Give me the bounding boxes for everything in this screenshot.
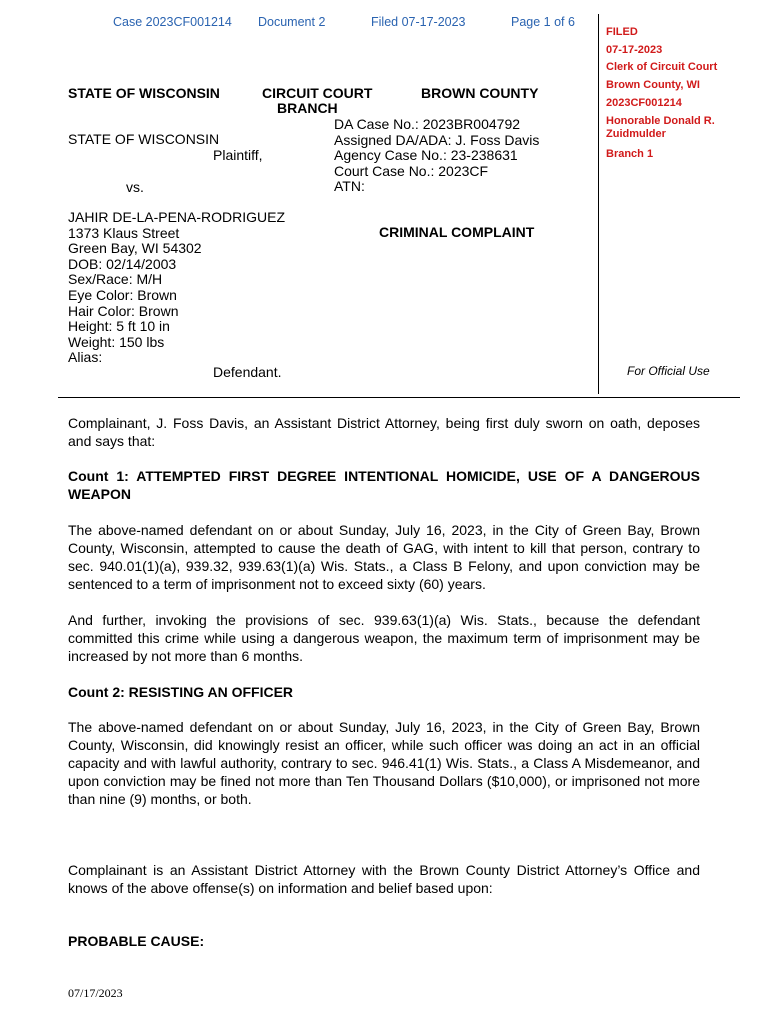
stamp-line: FILED	[606, 26, 638, 38]
case-info-line: Agency Case No.: 23-238631	[334, 147, 518, 164]
footer-date: 07/17/2023	[68, 986, 123, 1000]
header-page: Page 1 of 6	[511, 15, 575, 29]
stamp-line: Branch 1	[606, 147, 654, 160]
probable-cause-heading: PROBABLE CAUSE:	[68, 933, 205, 949]
count1-heading: Count 1: ATTEMPTED FIRST DEGREE INTENTIONAL HOMICIDE, USE OF A DANGEROUS WEAPON	[68, 468, 700, 502]
caption-county: BROWN COUNTY	[421, 85, 539, 101]
defendant-line: Weight: 150 lbs	[68, 333, 165, 350]
versus: vs.	[126, 179, 144, 195]
defendant-line: Green Bay, WI 54302	[68, 240, 202, 257]
plaintiff-role: Plaintiff,	[213, 147, 263, 163]
vertical-divider	[598, 14, 599, 394]
case-info-line: ATN:	[334, 178, 365, 195]
defendant-line: DOB: 02/14/2003	[68, 255, 177, 272]
defendant-line: Height: 5 ft 10 in	[68, 318, 170, 335]
stamp-line: 2023CF001214	[606, 97, 682, 109]
document-title: CRIMINAL COMPLAINT	[379, 224, 535, 240]
filed-stamp	[606, 24, 717, 163]
defendant-line: Alias:	[68, 349, 103, 366]
horizontal-divider	[58, 397, 740, 398]
plaintiff-name: STATE OF WISCONSIN	[68, 131, 220, 147]
stamp-line: Zuidmulder	[606, 128, 666, 140]
header-document: Document 2	[258, 15, 326, 29]
header-case: Case 2023CF001214	[113, 15, 232, 29]
intro-paragraph: Complainant, J. Foss Davis, an Assistant District Attorney, being first duly sworn on oath, deposes and says that:	[68, 415, 700, 449]
case-info-line: Assigned DA/ADA: J. Foss Davis	[334, 131, 540, 148]
case-info	[334, 117, 539, 195]
defendant-line: 1373 Klaus Street	[68, 224, 180, 241]
count1-enhancer-paragraph: And further, invoking the provisions of sec. 939.63(1)(a) Wis. Stats., because the defendant committed this crime while using a dangerous weapon, the maximum term of imprisonment may be increased by not more than 6 months.	[68, 612, 700, 664]
defendant-line: Hair Color: Brown	[68, 302, 179, 319]
count1-paragraph: The above-named defendant on or about Sunday, July 16, 2023, in the City of Green Bay, Brown County, Wisconsin, attempted to cause the death of GAG, with intent to kill that person, contrary to sec. 940.01(1)(a), 939.32, 939.63(1)(a) Wis. Stats., a Class B Felony, and upon conviction may be sentenced to a term of imprisonment not to exceed sixty (60) years.	[68, 522, 700, 592]
count2-paragraph: The above-named defendant on or about Sunday, July 16, 2023, in the City of Green Bay, Brown County, Wisconsin, did knowingly resist an officer, while such officer was doing an act in an official capacity and with lawful authority, contrary to sec. 946.41(1) Wis. Stats., a Class A Misdemeanor, and upon conviction may be fined not more than Ten Thousand Dollars ($10,000), or imprisoned not more than nine (9) months, or both.	[68, 719, 700, 807]
defendant-line: Eye Color: Brown	[68, 286, 177, 303]
defendant-line: JAHIR DE-LA-PENA-RODRIGUEZ	[68, 209, 286, 225]
official-use-label: For Official Use	[627, 364, 710, 378]
caption-branch: BRANCH	[277, 100, 338, 116]
header-filed: Filed 07-17-2023	[371, 15, 466, 29]
defendant-line: Sex/Race: M/H	[68, 271, 163, 288]
stamp-line: Clerk of Circuit Court	[606, 61, 718, 73]
count2-heading: Count 2: RESISTING AN OFFICER	[68, 684, 294, 700]
stamp-line: Brown County, WI	[606, 78, 700, 91]
caption-state: STATE OF WISCONSIN	[68, 85, 220, 101]
case-info-line: Court Case No.: 2023CF	[334, 162, 489, 179]
complainant-paragraph: Complainant is an Assistant District Attorney with the Brown County District Attorney’s Office and knows of the above offense(s) on information and belief based upon:	[68, 862, 700, 896]
stamp-line: 07-17-2023	[606, 43, 663, 56]
defendant-info	[68, 210, 285, 366]
defendant-role: Defendant.	[213, 364, 282, 380]
caption-court: CIRCUIT COURT	[262, 85, 373, 101]
stamp-line: Honorable Donald R.	[606, 114, 715, 127]
case-info-line: DA Case No.: 2023BR004792	[334, 116, 521, 132]
